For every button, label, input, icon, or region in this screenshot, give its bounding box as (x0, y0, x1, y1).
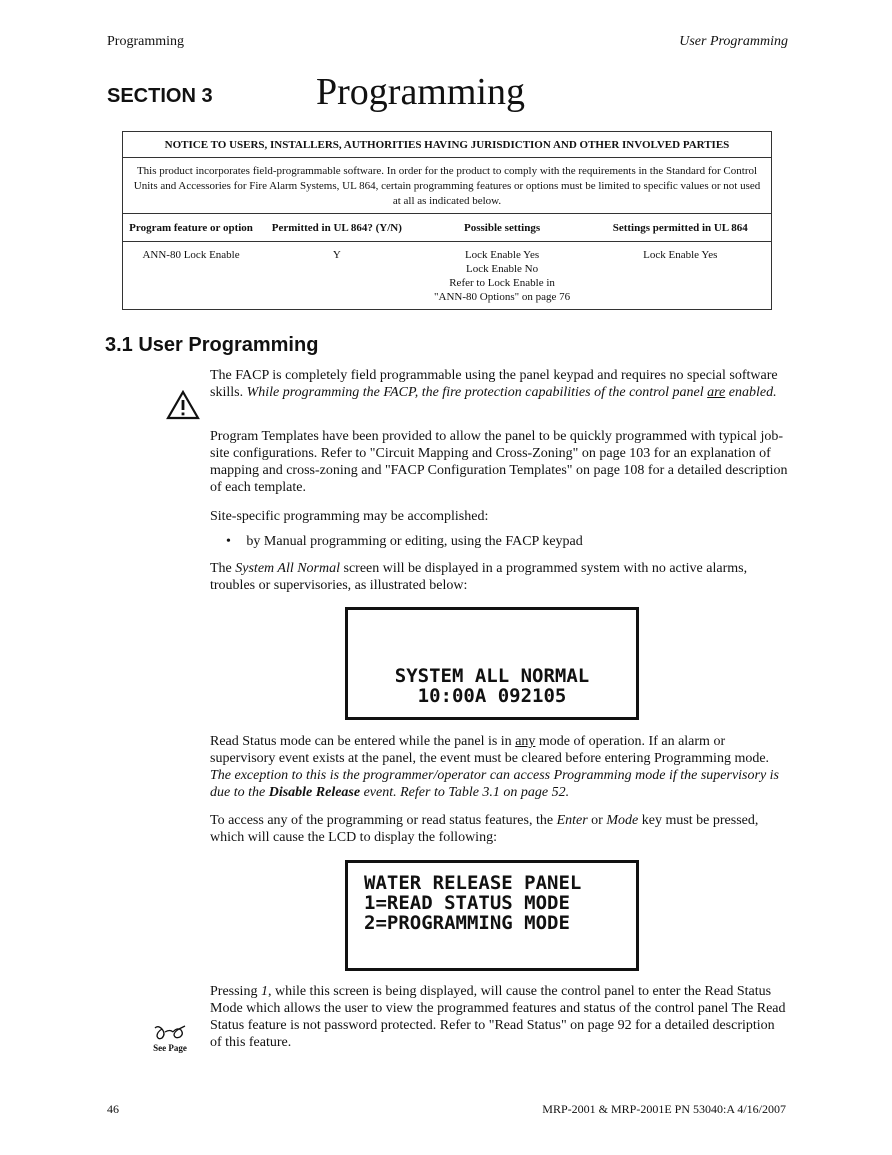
cell-settings (415, 242, 590, 310)
ul-notice-box (122, 131, 772, 310)
subsection-title: 3.1 User Programming (105, 334, 319, 356)
section-title: Programming (316, 71, 525, 113)
bullet-mark: • (226, 534, 231, 549)
paragraph-read-status: Read Status mode can be entered while the panel is in any mode of operation. If an alarm or supervisory event exists at the panel, the event must be cleared before entering Programming mode. The exception to this is the programmer/operator can access Programming mode if the supervisory is due to the Disable Release event. Refer to Table 3.1 on page 52. (210, 734, 780, 800)
cell-ul-setting: Lock Enable Yes (643, 249, 718, 261)
notice-heading: NOTICE TO USERS, INSTALLERS, AUTHORITIES HAVING JURISDICTION AND OTHER INVOLVED PARTIES (123, 132, 771, 158)
col-header-settings: Possible settings (464, 222, 541, 234)
paragraph-pressing-1: Pressing 1, while this screen is being displayed, will cause the control panel to enter the Read Status Mode which allows the user to view the programmed features and status of the control panel The Read Status feature is not password protected. Refer to "Read Status" on page 92 for a detailed description of this feature. (210, 984, 786, 1050)
document-id: MRP-2001 & MRP-2001E PN 53040:A 4/16/2007 (542, 1102, 786, 1116)
lcd-line: WATER RELEASE PANEL (364, 872, 582, 894)
see-page-label: See Page (153, 1043, 187, 1053)
section-label: SECTION 3 (107, 85, 213, 107)
cell-permitted: Y (332, 249, 341, 261)
lcd-line: 2=PROGRAMMING MODE (364, 912, 570, 934)
eyeglasses-icon (153, 1024, 187, 1042)
setting-line: Refer to Lock Enable in (449, 277, 555, 289)
page-number: 46 (107, 1102, 119, 1116)
paragraph-intro: The FACP is completely field programmable using the panel keypad and requires no special software skills. While programming the FACP, the fire protection capabilities of the control panel are enabled. (210, 368, 778, 400)
paragraph-system-normal: The System All Normal screen will be displayed in a programmed system with no active alarms, troubles or supervisories, as illustrated below: (210, 561, 748, 593)
col-header-ul-settings: Settings permitted in UL 864 (612, 222, 748, 234)
setting-line: "ANN-80 Options" on page 76 (434, 291, 571, 303)
warning-triangle-icon (166, 390, 200, 420)
setting-line: Lock Enable Yes (464, 249, 540, 261)
bullet-text: by Manual programming or editing, using the FACP keypad (246, 534, 583, 549)
lcd-line: 10:00A 092105 (417, 685, 567, 707)
col-header-feature: Program feature or option (129, 222, 253, 234)
paragraph-site-specific: Site-specific programming may be accomplished: (210, 509, 489, 524)
cell-feature: ANN-80 Lock Enable (142, 249, 240, 261)
col-header-permitted: Permitted in UL 864? (Y/N) (271, 222, 402, 234)
setting-line: Lock Enable No (466, 263, 539, 275)
running-header-left: Programming (107, 34, 184, 49)
lcd-line: SYSTEM ALL NORMAL (394, 665, 590, 687)
lcd-display-main-menu (345, 860, 639, 971)
table-row (123, 242, 771, 310)
lcd-display-system-normal (345, 607, 639, 720)
bullet-item (226, 533, 804, 550)
notice-table (123, 214, 771, 309)
running-header-right: User Programming (679, 34, 788, 49)
paragraph-templates: Program Templates have been provided to allow the panel to be quickly programmed with typical job-site configurations. Refer to "Circuit Mapping and Cross-Zoning" on page 103 for an explanation of mapping and cross-zoning and "FACP Configuration Templates" on page 108 for a detailed description of each template. (210, 429, 788, 495)
paragraph-access: To access any of the programming or read status features, the Enter or Mode key must be pressed, which will cause the LCD to display the following: (210, 813, 759, 845)
notice-intro: This product incorporates field-programmable software. In order for the product to comply with the requirements in the Standard for Control Units and Accessories for Fire Alarm Systems, UL 864, certain programming features or options must be limited to specific values or not used at all as indicated below. (123, 158, 771, 214)
lcd-line: 1=READ STATUS MODE (364, 892, 570, 914)
